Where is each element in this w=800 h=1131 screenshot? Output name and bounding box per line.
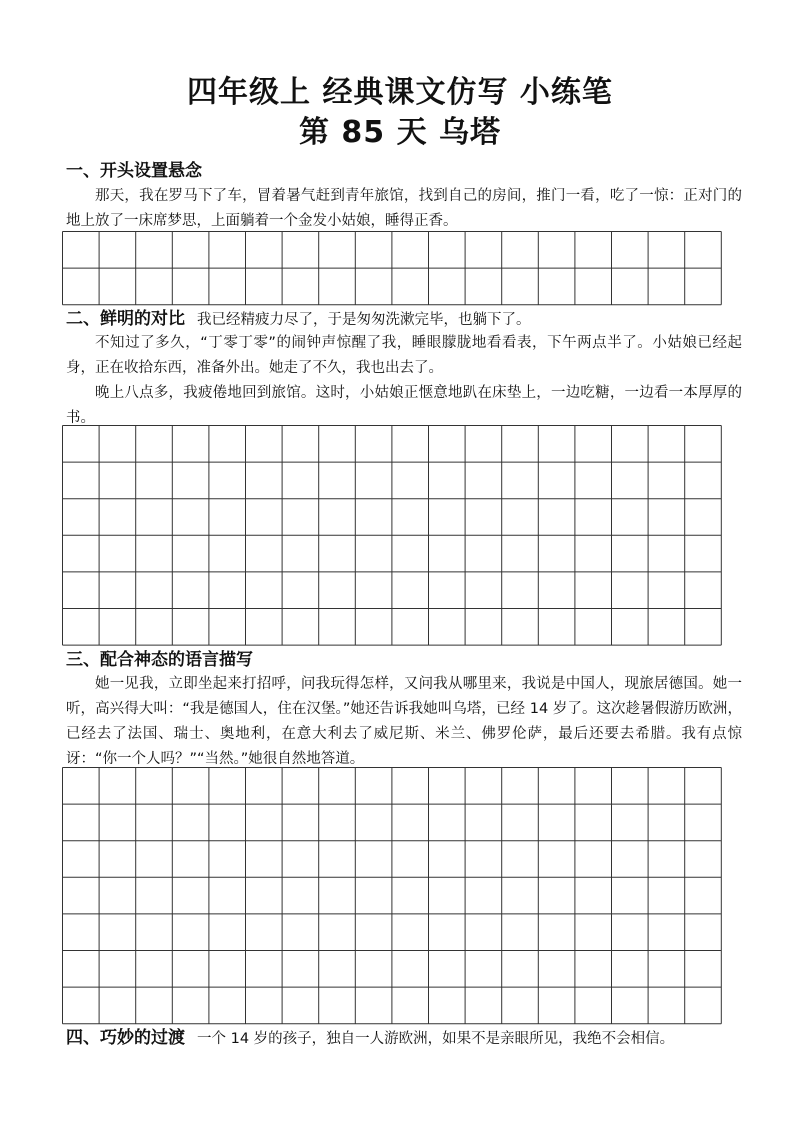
- section-3-heading-text: 三、配合神态的语言描写: [66, 650, 253, 670]
- section-2-heading-text: 二、鲜明的对比: [66, 309, 185, 329]
- section-3-paragraph-1: 她一见我，立即坐起来打招呼，问我玩得怎样，又问我从哪里来，我说是中国人，现旅居德国。她一听，高兴得大叫：“我是德国人，住在汉堡。”她还告诉我她叫乌塔，已经 14 岁了。这次趁暑假游历欧洲，已经去了法国、瑞士、奥地利，在意大利去了威尼斯、米兰、佛罗伦萨，最后还要去希腊。我有点惊讶：“你一个人吗？”“当然。”她很自然地答道。: [66, 676, 742, 767]
- section-1-heading-text: 一、开头设置悬念: [66, 161, 202, 181]
- section-2-paragraph-1: 不知过了多久，“丁零丁零”的闹钟声惊醒了我，睡眼朦胧地看看表，下午两点半了。小姑娘已经起身，正在收拾东西，准备外出。她走了不久，我也出去了。: [66, 335, 742, 376]
- page-title: 四年级上 经典课文仿写 小练笔: [187, 75, 613, 110]
- section-4-heading-text: 四、巧妙的过渡: [66, 1028, 185, 1048]
- section-4-heading: [66, 1027, 674, 1050]
- section-1-writing-grid[interactable]: [62, 231, 723, 307]
- section-1-heading: [66, 160, 202, 182]
- section-2-lead-sentence: 我已经精疲力尽了，于是匆匆洗漱完毕，也躺下了。: [197, 312, 531, 328]
- section-4-lead-sentence: 一个 14 岁的孩子，独自一人游欧洲，如果不是亲眼所见，我绝不会相信。: [197, 1031, 675, 1047]
- section-1-paragraph-1: 那天，我在罗马下了车，冒着暑气赶到青年旅馆，找到自己的房间，推门一看，吃了一惊：正对门的地上放了一床席梦思，上面躺着一个金发小姑娘，睡得正香。: [66, 188, 742, 229]
- section-2-writing-grid[interactable]: [62, 425, 723, 647]
- section-3-heading: [66, 649, 253, 671]
- section-2-paragraph-2: 晚上八点多，我疲倦地回到旅馆。这时，小姑娘正惬意地趴在床垫上，一边吃糖，一边看一本厚厚的书。: [66, 385, 742, 426]
- section-3-writing-grid[interactable]: [62, 767, 723, 1026]
- section-2-heading: [66, 308, 531, 331]
- page-subtitle: 第 85 天 乌塔: [298, 115, 502, 150]
